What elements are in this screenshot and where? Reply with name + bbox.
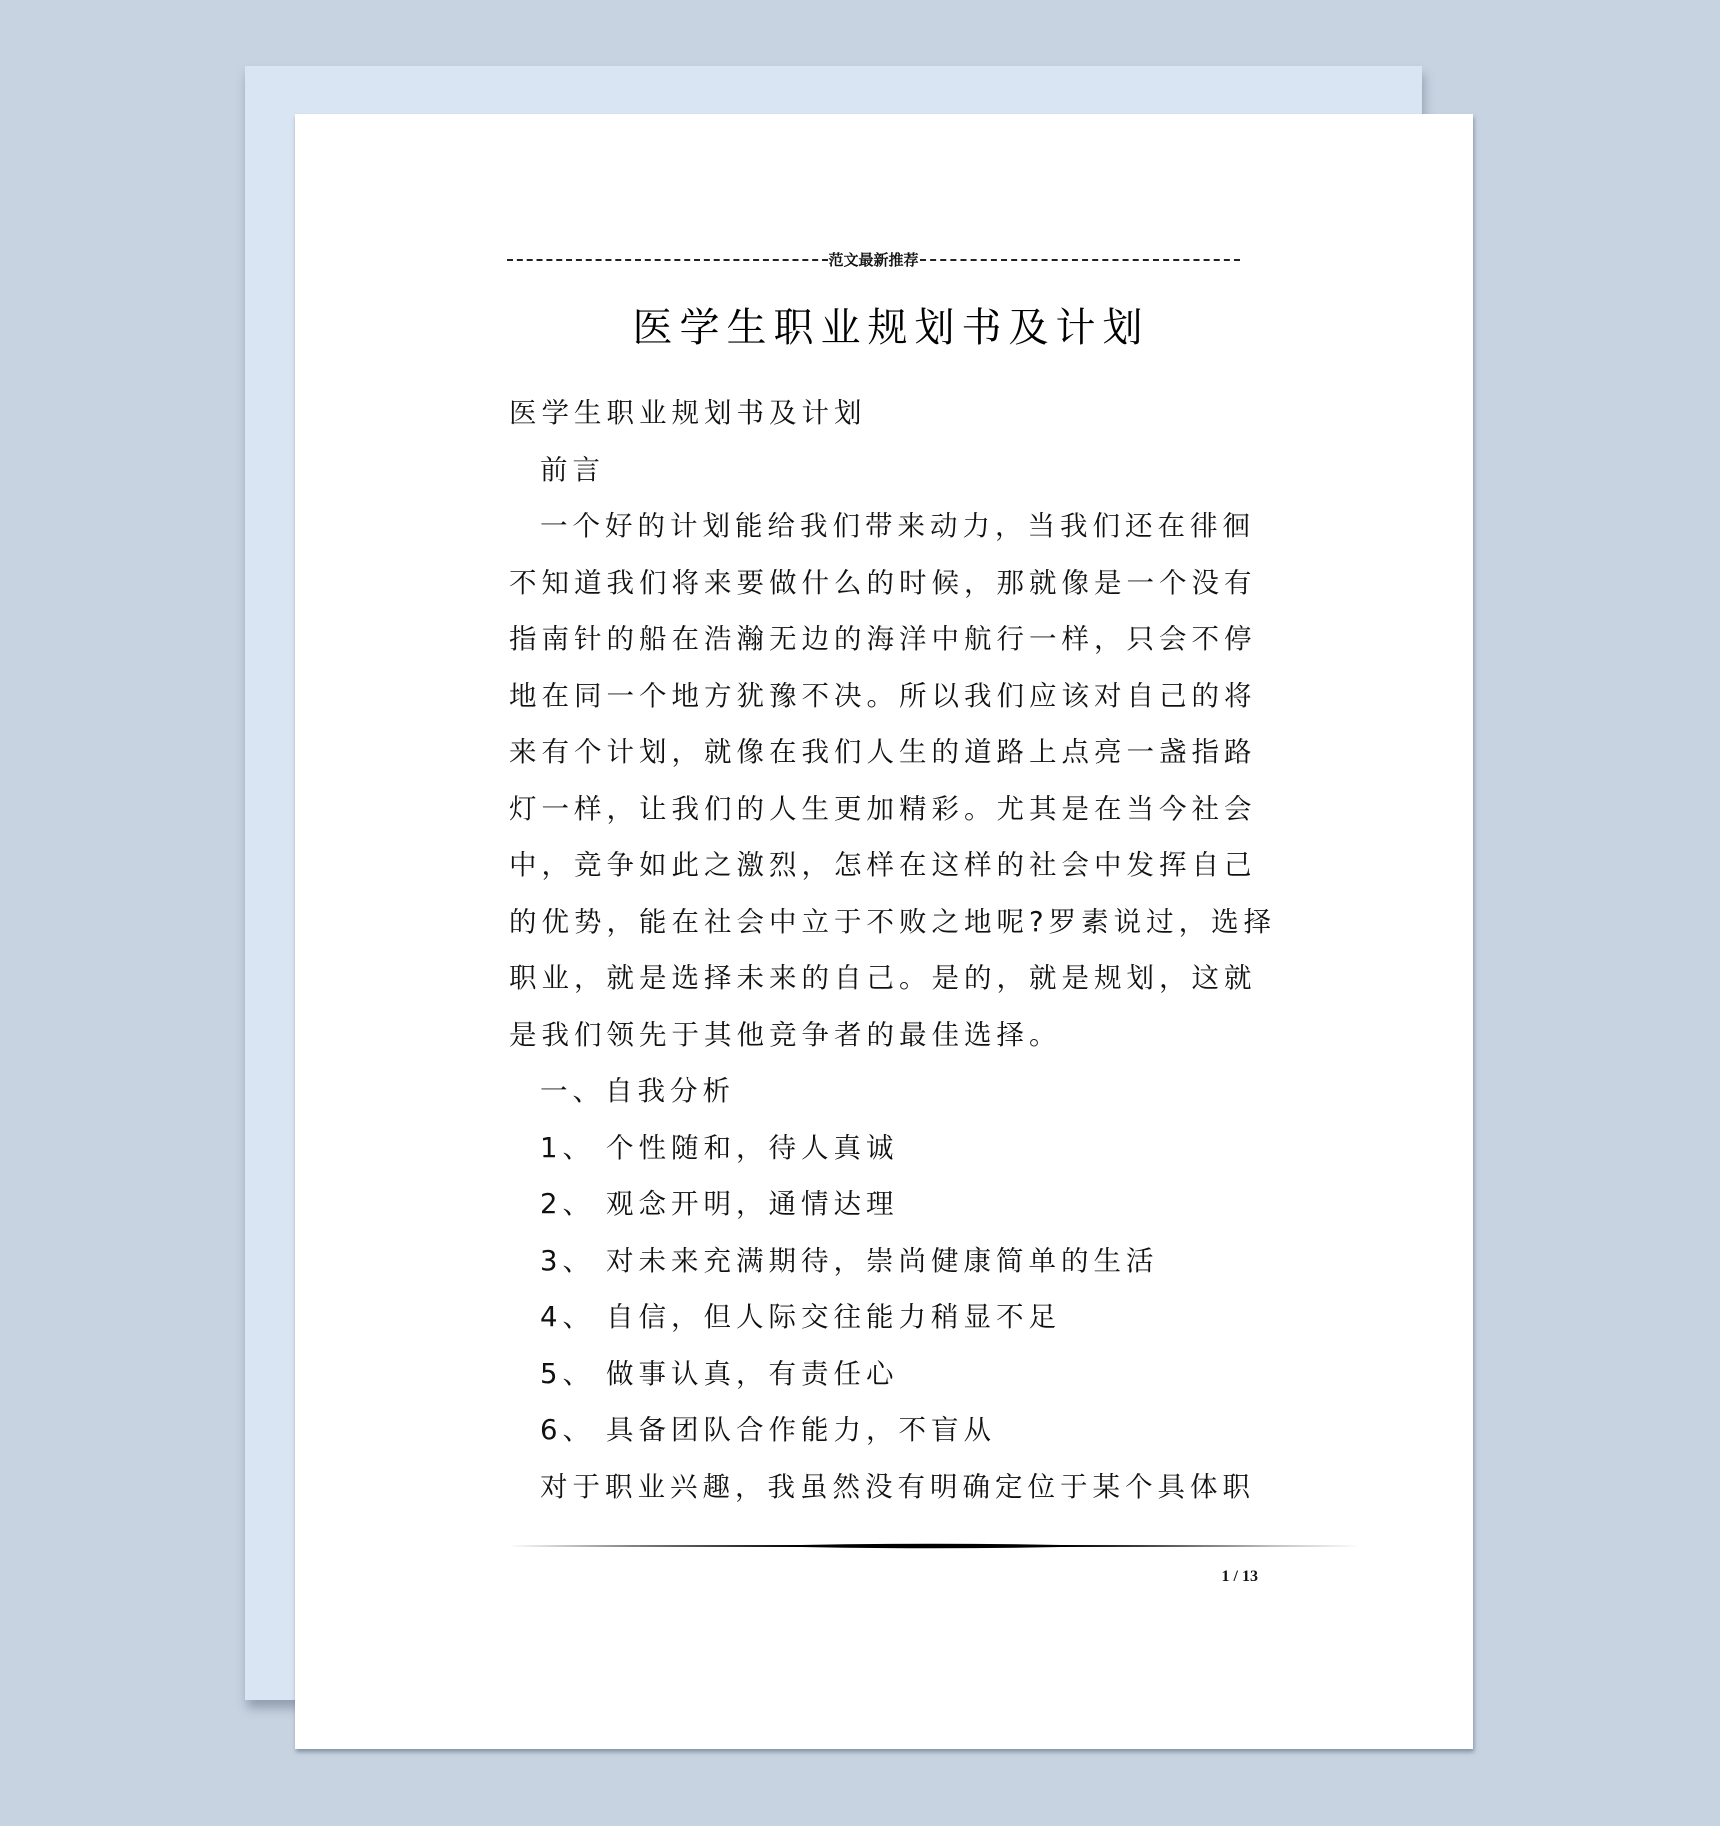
paragraph-line: 中，竞争如此之激烈，怎样在这样的社会中发挥自己 [509, 849, 1257, 881]
paragraph-line: 指南针的船在浩瀚无边的海洋中航行一样，只会不停 [509, 623, 1257, 655]
list-item-text: 自信，但人际交往能力稍显不足 [606, 1301, 1061, 1333]
section-heading-self-analysis: 一、自我分析 [540, 1075, 735, 1107]
list-item [509, 1402, 1269, 1459]
list-item-number: 3、 [540, 1244, 595, 1277]
list-item [509, 1289, 1269, 1346]
list-item-number: 6、 [540, 1414, 595, 1446]
list-item-number: 4、 [540, 1301, 595, 1333]
list-item [509, 1233, 1269, 1290]
list-item-text: 做事认真，有责任心 [606, 1357, 899, 1390]
header-label: 范文最新推荐 [828, 252, 919, 269]
document-body [509, 385, 1277, 1515]
list-item-number: 2、 [540, 1188, 595, 1220]
body-subtitle: 医学生职业规划书及计划 [509, 397, 867, 429]
paragraph-line: 地在同一个地方犹豫不决。所以我们应该对自己的将 [509, 679, 1257, 712]
section-heading-preface: 前言 [540, 453, 605, 486]
list-item-text: 个性随和，待人真诚 [606, 1131, 899, 1164]
paragraph-line: 灯一样，让我们的人生更加精彩。尤其是在当今社会 [509, 792, 1257, 825]
list-item-text: 具备团队合作能力，不盲从 [606, 1414, 996, 1446]
footer-rule [501, 1541, 1362, 1551]
paragraph-line: 职业，就是选择未来的自己。是的，就是规划，这就 [509, 962, 1257, 994]
header-dash-right [920, 259, 1240, 261]
list-item-text: 观念开明，通情达理 [606, 1188, 899, 1220]
list-item-text: 对未来充满期待，崇尚健康简单的生活 [606, 1244, 1159, 1277]
list-item-number: 5、 [540, 1357, 595, 1390]
header-dash-left [507, 259, 828, 261]
list-item [509, 1176, 1269, 1233]
paragraph-line: 对于职业兴趣，我虽然没有明确定位于某个具体职 [540, 1470, 1255, 1503]
document-title: 医学生职业规划书及计划 [632, 305, 1150, 351]
list-item [509, 1346, 1269, 1403]
paragraph-line: 来有个计划，就像在我们人生的道路上点亮一盏指路 [509, 736, 1257, 768]
paragraph-line: 一个好的计划能给我们带来动力，当我们还在徘徊 [540, 510, 1255, 542]
list-item [509, 1120, 1269, 1177]
page-number: 1 / 13 [1221, 1568, 1258, 1585]
list-item-number: 1、 [540, 1131, 595, 1164]
paragraph-line: 是我们领先于其他竞争者的最佳选择。 [509, 1018, 1062, 1051]
page-header [507, 248, 1240, 270]
paragraph-line: 的优势，能在社会中立于不败之地呢?罗素说过，选择 [509, 905, 1277, 938]
paragraph-line: 不知道我们将来要做什么的时候，那就像是一个没有 [509, 566, 1257, 599]
